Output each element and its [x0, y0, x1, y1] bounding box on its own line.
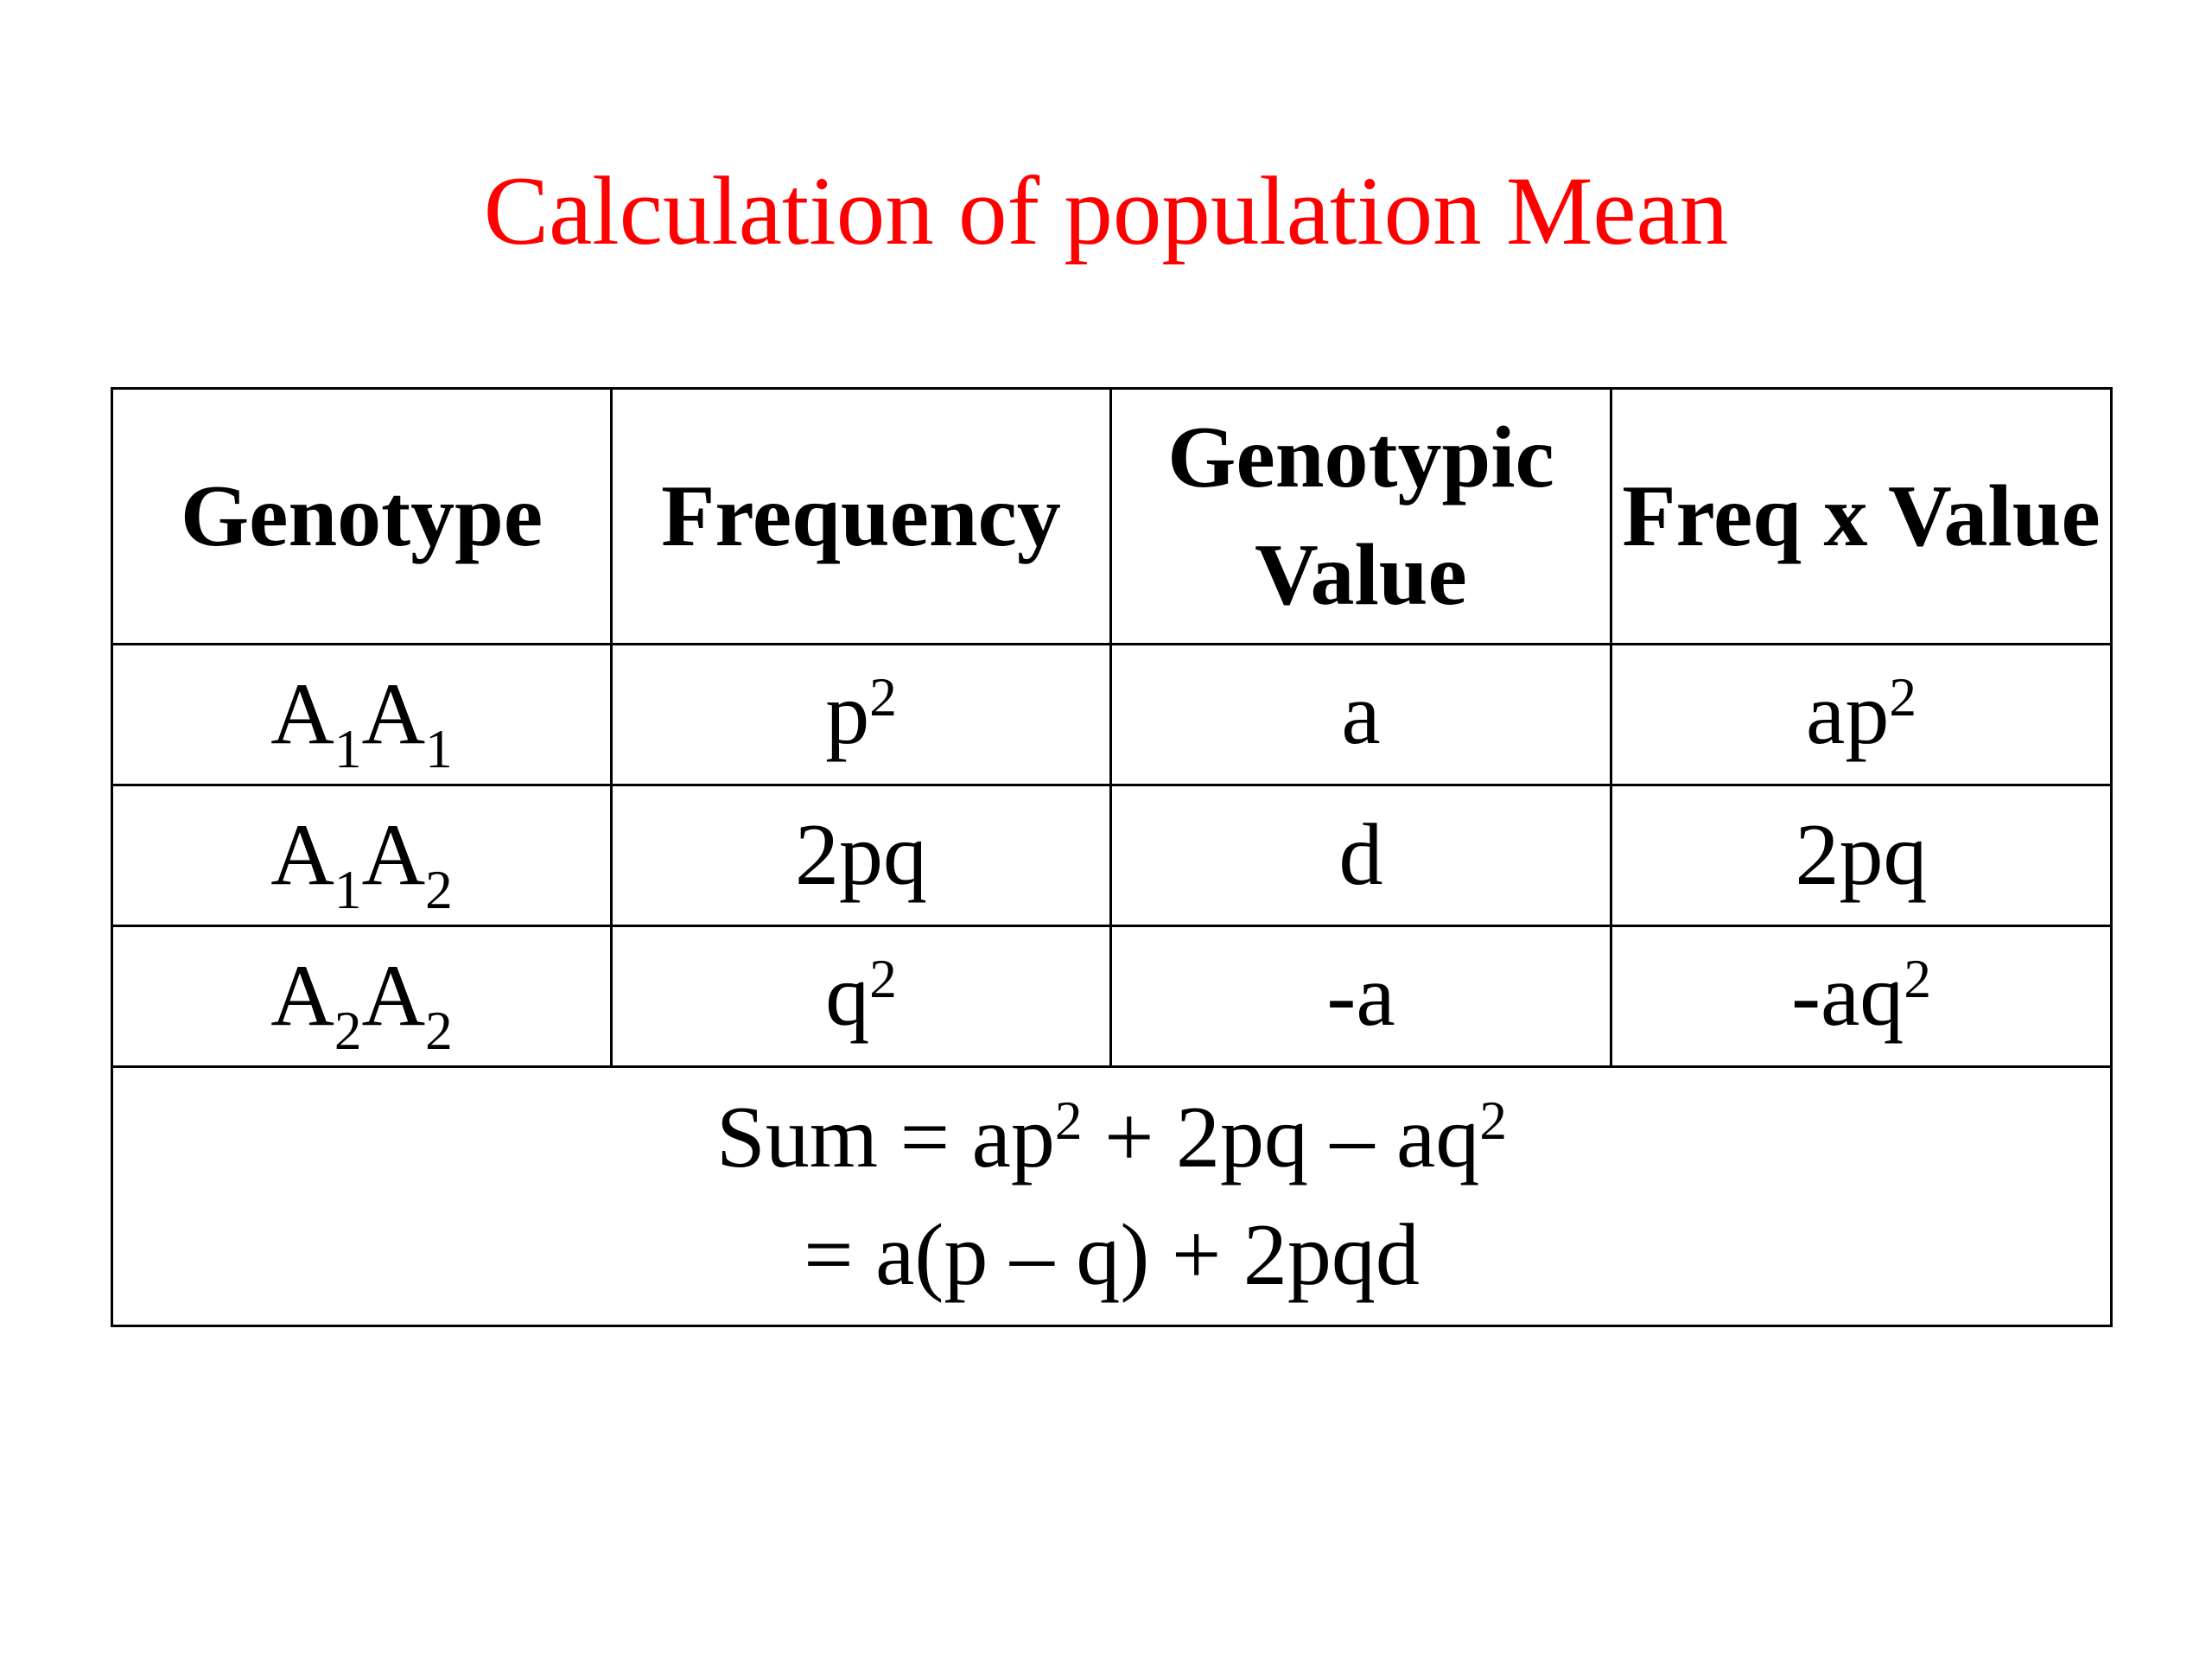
product-base: -aq — [1791, 947, 1904, 1045]
header-genotypic-value: Genotypic Value — [1111, 389, 1611, 645]
page-title: Calculation of population Mean — [483, 157, 1729, 265]
sum-row — [112, 1067, 2112, 1326]
frequency-exponent: 2 — [869, 949, 897, 1010]
sum-equation-line-2: = a(p – q) + 2pqd — [804, 1205, 1420, 1304]
sum-exponent: 2 — [1054, 1090, 1083, 1151]
allele-subscript: 2 — [334, 1001, 362, 1062]
genotype-cell — [112, 926, 612, 1067]
header-genotype: Genotype — [112, 389, 612, 645]
sum-cell — [112, 1067, 2112, 1326]
allele-subscript: 2 — [425, 1001, 453, 1062]
table-row — [112, 926, 2112, 1067]
product-cell — [1611, 785, 2112, 926]
product-base: ap — [1806, 665, 1890, 763]
sum-exponent: 2 — [1479, 1090, 1507, 1151]
allele-subscript: 2 — [425, 860, 453, 921]
table-row — [112, 785, 2112, 926]
allele: A — [270, 947, 334, 1045]
allele: A — [361, 806, 426, 904]
allele: A — [361, 665, 426, 763]
frequency-cell — [612, 926, 1111, 1067]
table-header-row — [112, 389, 2112, 645]
allele: A — [270, 806, 334, 904]
allele: A — [270, 665, 334, 763]
frequency-cell — [612, 785, 1111, 926]
product-cell — [1611, 645, 2112, 785]
allele-subscript: 1 — [334, 719, 362, 780]
frequency-base: 2pq — [795, 806, 927, 904]
product-exponent: 2 — [1889, 667, 1916, 728]
product-base: 2pq — [1795, 806, 1928, 904]
genotypic-value-cell: d — [1111, 785, 1611, 926]
population-mean-table — [111, 387, 2113, 1327]
genotype-cell — [112, 645, 612, 785]
allele-subscript: 1 — [425, 719, 453, 780]
frequency-exponent: 2 — [869, 667, 897, 728]
sum-equation-line-1 — [113, 1079, 2110, 1197]
frequency-base: p — [825, 665, 870, 763]
allele-subscript: 1 — [334, 860, 362, 921]
sum-text: + 2pq – aq — [1082, 1088, 1480, 1186]
table-row — [112, 645, 2112, 785]
header-freq-x-value: Freq x Value — [1611, 389, 2112, 645]
sum-text: Sum = ap — [716, 1088, 1055, 1186]
header-frequency: Frequency — [612, 389, 1111, 645]
allele: A — [361, 947, 426, 1045]
frequency-base: q — [825, 947, 870, 1045]
genotypic-value-cell: a — [1111, 645, 1611, 785]
frequency-cell — [612, 645, 1111, 785]
genotypic-value-cell: -a — [1111, 926, 1611, 1067]
genotype-cell — [112, 785, 612, 926]
product-cell — [1611, 926, 2112, 1067]
product-exponent: 2 — [1904, 949, 1931, 1010]
